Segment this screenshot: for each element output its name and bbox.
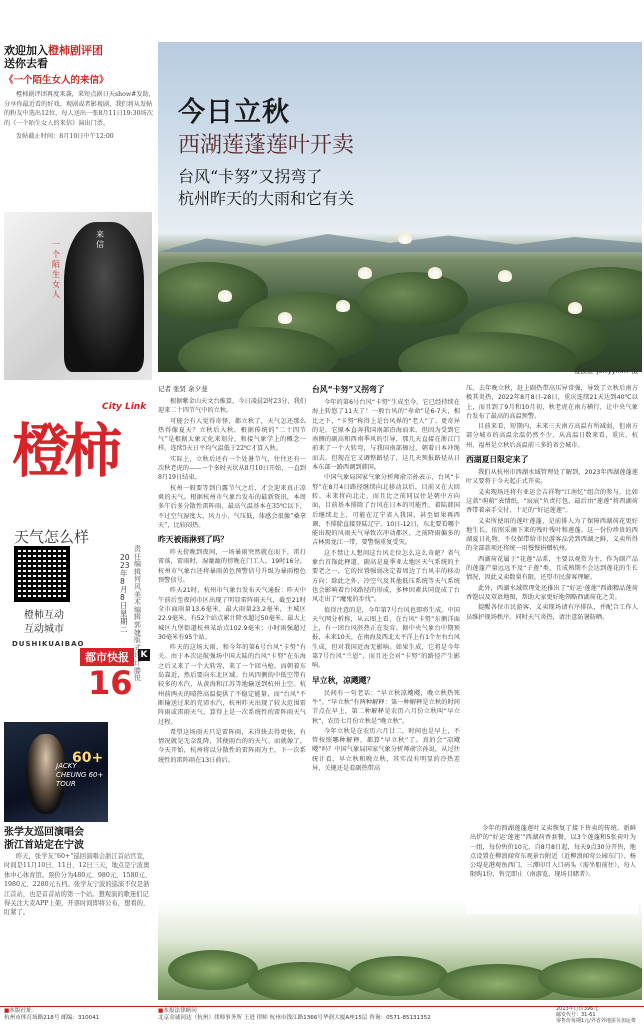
- footer-mark-icon: ■: [158, 1008, 164, 1014]
- paragraph: 今年的西湖莲蓬莲叶义卖恢复了接下售卖的传统。新鲜出炉的“好运‘莲莲’”西湖荷香套餐，以3个莲蓬和5张荷叶为一组，每份售价10元，自8月8日起，每天9点30分开售，地点设置在柳浪闻莺东观景台附近（近柳浪闻莺公园东门）、杨公堤花港观鱼西门、三潭印月入口码头（需坐船前往），每人限购1份，售完即止（南游览、现场目睹者）。: [470, 825, 636, 879]
- paragraph: 义卖现场还将有亚运会吉祥物“江南忆”组合的参与，比如这款“萌萌”表情纸，“宸宸”负责打包，最后由“莲莲”将西湖荷香带着亲手交付，十足的“好运莲莲”。: [466, 488, 638, 515]
- paragraph: 希望这场雨天只是雷阵雨，未得快去得更快，有情况就是无奈乱降，其便雨台的的天气。而就像了，今天开始，杭州将以分散性的雷阵雨为主，下一次系统性的雷阵雨在13日前后。: [158, 728, 306, 764]
- footer-left-label: 本版社址：: [9, 1008, 38, 1014]
- hero-photo-lotus: [158, 42, 642, 372]
- paragraph: 义卖所使用的莲叶莲蓬，是前排人为了保障西湖荷花更好地生长，依照采摘下来的残叶残叶和莲蓬。这一份份珍贵的西湖夏日礼物，不仅保带给市民游客品尝到西湖之鲜，义卖所得的全部款项还将统一用慢慢捐赠杭州。: [466, 517, 638, 553]
- weather-section-title: 天气怎么样: [14, 528, 90, 546]
- brand-pinyin: DUSHIKUAIBAO: [12, 640, 85, 648]
- paragraph: 我们从杭州市西湖水域管理处了解到，2023年西湖莲蓬莲叶又要将于今天起正式开卖。: [466, 469, 638, 486]
- promo-headline-2: 送你去看: [4, 57, 48, 70]
- paragraph: 西湖荷花属于“花莲”品系，主要以观赏为主，作为副产品的莲蓬产量远远不及“子莲”类，且成熟期不会达到莲花的生长情况，因此义卖数量有限，还望市民游客理解。: [466, 555, 638, 582]
- footer-mark-icon: ■: [4, 1008, 10, 1014]
- footer-mid-text: 北京金诚同达（杭州）律师事务所 王进 律师 杭州市钱江路1366号华润大厦A座15层 咨询：0571-85131352: [158, 1015, 431, 1021]
- lotus-flower: [398, 232, 412, 244]
- lotus-flower: [358, 267, 372, 279]
- lotus-flower: [568, 302, 582, 314]
- paragraph: 值得注意的是，今年第7号台风也即将生成。中国天气网分析称，从云图上看，在台风“卡努”东侧洋面上，有一团台风胚热正在发育。据中央气象台中期预报，未来10天，在南海及西北太平洋上有1个左右台风生成，但对我国近海无影响。如果生成，它将是今年第7号台风“兰恩”，而且还会对“卡努”的路径产生影响。: [312, 606, 460, 670]
- concert-body: 昨天，张学友“60+”巡回演唱会浙江首站官宣，时间是11月10日、11日、12日三天，地点是宁波奥体中心体育馆。票价分为480元、980元、1580元、1980元、2280元五档。张学友宁波的巡演不仅是浙江首站，也是首首站的第一个站。想观演的歌迷们记得关注大麦APP上架，开票时间即将公布，想看的，盯紧了。: [4, 853, 152, 917]
- footer-price-1: 2023年订价396元: [556, 1006, 599, 1012]
- photo-credit: 楼拔金“Jerryymm”摄: [573, 367, 638, 375]
- promo-org: 橙柿剧评团: [48, 44, 103, 57]
- lotus-leaf: [348, 956, 448, 996]
- promo-headline: [4, 44, 156, 57]
- paragraph: 昨天傍晚到夜间，一场暴雨突然就在而下，雷打雷落，雷雨时，湿漉漉的傍晚在门工人。19时16分，杭州市气象台还将暴雨黄色预警信号升级为暴雨橙色预警信号。: [158, 549, 306, 585]
- headline-sub-1: 西湖莲蓬莲叶开卖: [178, 133, 355, 158]
- editor-credits-vertical: 责任编辑 何风 美术编辑 郭婕 版式设计 滕悦: [134, 545, 141, 683]
- paragraph: 民间有一句老话：“早立秋凉飕飕，晚立秋热死牛”。“早立秋”有两种解释：第一种解释是立秋的时间节点在早上，第二种解释是农历六月份立秋叫“早立秋”，农历七月份立秋是“晚立秋”。: [312, 689, 460, 725]
- footer-legal: [158, 1008, 488, 1022]
- headline-sub-3: 杭州昨天的大雨和它有关: [178, 189, 355, 208]
- poster-title-b: 来信: [96, 230, 104, 249]
- footer-price: [556, 1007, 642, 1024]
- paragraph: 杭州一般要等到白露节气之后，才会迎来真正凉爽的天气。根据杭州市气象台发布的最新资讯，本周多午后多分散性雷阵雨，最高气温基本在35℃以下，不过空气湿度大，风力小，气压低，体感会很像“桑拿天”，比较闷热。: [158, 484, 306, 529]
- paragraph: 可能会有人觉得奇怪，都立秋了，天气怎还那么热得像夏天？立秋后入秋，根据传统的“二十四节气”是根据太象元化来划分，和接气象学上的概念一样。连续5天日平均气温低于22℃才算入秋。: [158, 417, 306, 453]
- subheading: 早立秋，凉飕飕？: [312, 675, 375, 685]
- brand-line-2: 互动城市: [24, 624, 64, 635]
- headline-main: 今日立秋: [178, 97, 290, 128]
- brand-line-1: 橙柿互动: [24, 610, 64, 621]
- footer-price-2: 邮发代号：31-61: [556, 1011, 596, 1018]
- subheading: 昨天被雨淋到了吗？: [158, 535, 229, 545]
- byline: 记者 张贤 余夕斐: [158, 385, 208, 393]
- footer-left-addr: 杭州市体育场路218号 邮编：310041: [4, 1015, 100, 1021]
- sale-info-box: [466, 818, 638, 914]
- paragraph: 目前来看，短期内，未来三天南方高温有所减弱，但南方部分城市的高温余温仍然不少，从高温日数来看，重庆、杭州、福州是立秋后高温前三多的省会城市。: [466, 423, 638, 449]
- promo-show-title: 《一个陌生女人的来信》: [4, 75, 109, 86]
- lotus-flower: [498, 270, 512, 282]
- paragraph: 压。去年晚立秋，赶上副热带高压异常强，导致了立秋后南方极其炎热，2022年8月8日-28日，重庆连续21天达到40℃以上，而且到了9月和10月初，秋老虎在南方横行，让中央气象台发布了最高的高温预警。: [466, 385, 638, 420]
- promo-body: 橙柿剧评团再度来袭，来短点剧日天show#发助，分享你最近看的好戏、观剧或者影视剧，我们将从发帖的粉友中选出12位，每人送出一张8月11日19:30场次的《一个陌生女人的来信》演出门票。: [4, 91, 155, 127]
- headline-sub-2: 台风“卡努”又拐弯了: [178, 167, 323, 186]
- masthead: [4, 394, 154, 702]
- paragraph: 根据紫金山天文台推算，今日凌晨2时23分，我们迎来二十四节气中的立秋。: [158, 398, 306, 415]
- lotus-leaf: [168, 950, 258, 990]
- k-logo-icon: K: [138, 649, 150, 661]
- subheading: 西湖夏日限定来了: [466, 455, 529, 465]
- newspaper-name-badge: 都市快报: [80, 648, 134, 666]
- concert-poster-image: [4, 722, 108, 822]
- lotus-flower: [336, 300, 350, 312]
- paragraph: 今年的第6号台风“卡努”生成至今，它已经持续在海上转悠了11天了！一般台风的“寿命”是6-7天，相比之下，“卡努”称得上是台风界的“老人”了。更奇异的是，它原本直奔我国南部沿海而来，但因为受到它南侧的副高和西南季风的引导，那几天直接在浙江门前来了一个大转弯，与我国南部擦过，朝着日本冲绳而去，但现在它又调整路径了，这几天预报路径从日本东部一路西调到韩国。: [312, 399, 460, 472]
- footer: [0, 1006, 644, 1024]
- concert-headline-2: 浙江首站定在宁波: [4, 840, 84, 851]
- play-poster-image: [4, 212, 152, 380]
- concert-headline: [4, 826, 154, 852]
- lotus-leaf: [358, 272, 468, 327]
- paragraph: 这不禁让人想问这台风走位怎么这么奇葩？省气象台首饰此释道，副高是夏季亚太地区天气系统的主要老之一，它的位置强弱决定着周边了台风丰的移动方向；除此之外，冷空气及其他低压系统等天气系统也会影响着台风路径的形成，多种因素共同促成了台风走出了“魔鬼的步伐”。: [312, 549, 460, 604]
- concert-60-mark: 60+: [72, 750, 104, 766]
- footer-price-3: 零售价每期1元/外省外地需另加运费: [556, 1017, 636, 1024]
- paragraph: 今年立秋是在农历六月廿二，时间也是早上，不管按照哪种解释，都算“早立秋”了。真的会“凉飕飕”吗？中国气象局国家气象分析师俞宗孙说，从过往统计看，早立秋和晚立秋，其实没有明显的冷热差异，关键还是看副热带高: [312, 727, 460, 772]
- page-number: 16: [88, 664, 133, 702]
- paragraph: 中国气象局国家气象分析师俞宗孙表示，台风“卡努”在8月4日路径继续向北移动以后，目前又在大回转。未来将向北走，而且比之前同以往是朝中方向面，目前基本排除了台风在日本的可能性，着陆韩国后继续北上，可能在辽宁省入我国，甚至如果再西调，不排除直接登陆辽宁。10日-12日，东北要看哪个能出现的风雨天气导致次冲动都区，之前降雨偏多的吉林黑龙江一带，要警惕重复受灾。: [312, 474, 460, 547]
- article-column-2: [312, 384, 460, 774]
- footer-mid-label: 本报法律顾问: [163, 1008, 197, 1014]
- lotus-flower: [278, 312, 292, 324]
- chengshi-logo: 橙柿: [12, 417, 117, 485]
- paragraph: 此外，西湖水域管理处还推出了“好运·莲莲”西湖精品莲荷香饱以及双语地图，帮助大家更好地领略西湖荷花之美。: [466, 584, 638, 601]
- article-column-3: [466, 384, 638, 623]
- promo-head-prefix: 欢迎加入: [4, 44, 48, 57]
- qr-code-icon[interactable]: [14, 546, 70, 602]
- paragraph: 昨天的这场大雨，和今年的第6号台风“卡努”有关。由于本次运航强场中国大陆的台风“卡努”在东海之后又来了一个大转弯，来了一个回马枪，而朝着东岛靠近，然后要向东北区域。台风四侧的中低空带有较多的水汽，从黄海和江苏等地输送到杭州上空。杭州前两天的晴热高温提供了不稳定能量，而“台风”不断输送过来的充沛水汽，杭州昨天出现了较大范围雷阵雨或雷雨天气，算得上是一次系统性的雷阵雨天气过程。: [158, 644, 306, 726]
- concert-poster-label: JACKY CHEUNG 60+ TOUR: [56, 762, 104, 788]
- city-link-logo: City Link: [102, 402, 147, 412]
- footer-address: [4, 1008, 99, 1022]
- paragraph: 提醒各位市民游客，义卖现场请有序排队，并配合工作人员维护现场秩序。同时天气炎热，请注意防暑防晒。: [466, 604, 638, 621]
- issue-date-vertical: 2023年8月8日 星期二: [120, 553, 130, 634]
- article-column-1: [158, 384, 306, 766]
- lotus-leaf: [248, 962, 358, 1000]
- lotus-strip-photo: [158, 900, 642, 1000]
- paragraph: 昨天21时，杭州市气象台发布天气通报：昨天中午前后至夜间市区出现了明显雷阵雨天气，截至21时全市面雨量13.6毫米，最大雨量23.2毫米，主城区22.9毫米，有52个站点累计降水超过50毫米，最大上城区九堡街道杭州某站点102.9毫米；小时雨强超过30毫米有95个站。: [158, 587, 306, 641]
- lotus-flower: [218, 290, 232, 302]
- lotus-leaf: [538, 958, 642, 998]
- promo-deadline: 发帖截止时间：8月10日中午12:00: [16, 133, 114, 141]
- subheading: 台风“卡努”又拐弯了: [312, 385, 385, 394]
- paragraph: 实际上，立秋后还有一个处暑节气，往往还有一次秋老虎的——一个多时天状从8月10日开始，一直到8月19日结束。: [158, 455, 306, 482]
- concert-headline-1: 张学友巡回演唱会: [4, 827, 84, 838]
- lotus-flower: [428, 267, 442, 279]
- poster-title-a: 一个陌生女人: [52, 240, 60, 299]
